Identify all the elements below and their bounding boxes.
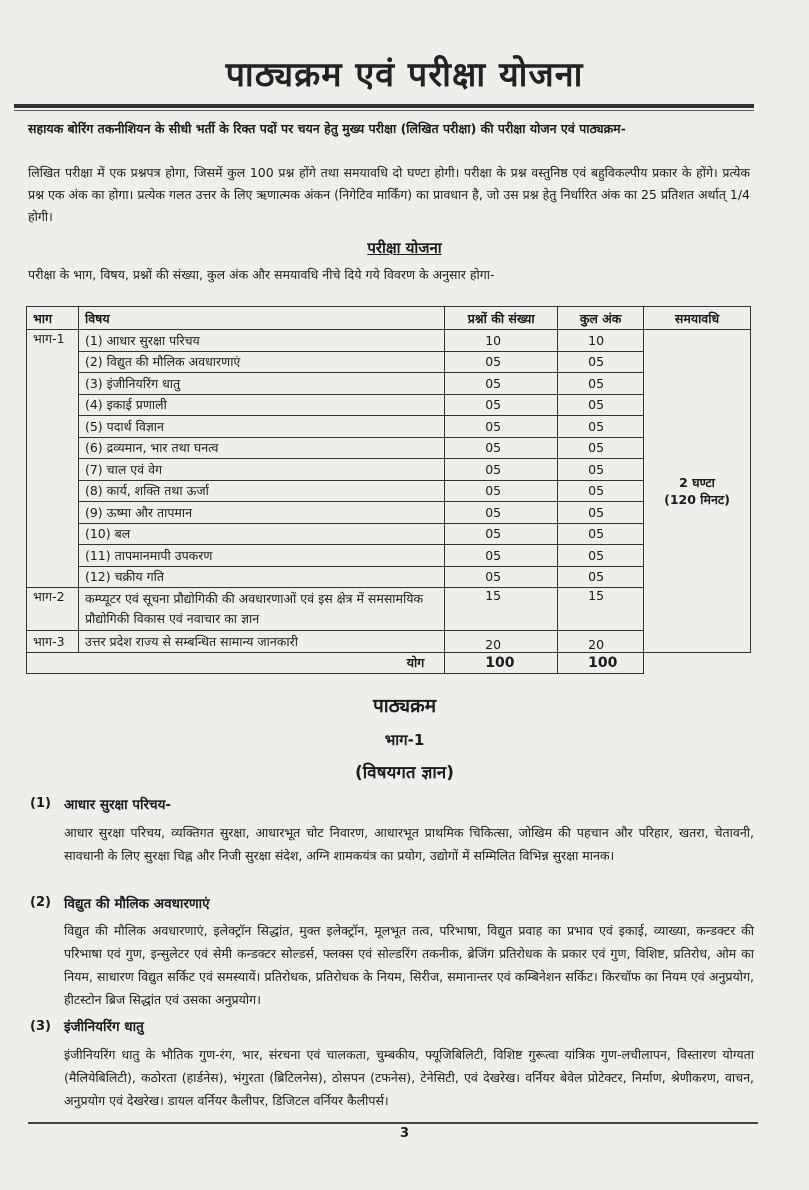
total-label: योग	[27, 652, 445, 674]
marks-cell: 05	[558, 545, 644, 567]
questions-cell: 20	[445, 631, 558, 653]
title-rule-thin	[14, 110, 754, 111]
questions-cell: 05	[445, 523, 558, 545]
subject-cell: (2) विद्युत की मौलिक अवधारणाएं	[78, 351, 444, 373]
table-row	[27, 545, 751, 567]
syllabus-part-subtitle: (विषयगत ज्ञान)	[355, 763, 454, 783]
questions-cell: 05	[445, 566, 558, 588]
syllabus-heading: पाठ्यक्रम	[372, 695, 437, 717]
total-marks: 100	[558, 652, 644, 674]
subject-cell: (10) बल	[78, 523, 444, 545]
scheme-note: परीक्षा के भाग, विषय, प्रश्नों की संख्या, कुल अंक और समयावधि नीचे दिये गये विवरण के अनुसार होगा-	[28, 267, 495, 282]
subject-cell: (6) द्रव्यमान, भार तथा घनत्व	[78, 437, 444, 459]
title-rule	[14, 104, 754, 108]
questions-cell: 05	[445, 394, 558, 416]
subject-cell: कम्प्यूटर एवं सूचना प्रौद्योगिकी की अवधारणाओं एवं इस क्षेत्र में समसामयिक प्रौद्योगिकी विकास एवं नवाचार का ज्ञान	[78, 588, 444, 631]
col-header: कुल अंक	[558, 307, 644, 330]
table-row	[27, 373, 751, 395]
subject-cell: (9) ऊष्मा और तापमान	[78, 502, 444, 524]
questions-cell: 05	[445, 502, 558, 524]
col-header: समयावधि	[644, 307, 751, 330]
part-cell: भाग-3	[27, 631, 79, 653]
total-row	[27, 652, 751, 674]
col-header: भाग	[27, 307, 79, 330]
questions-cell: 05	[445, 480, 558, 502]
table-row	[27, 416, 751, 438]
table-row	[27, 351, 751, 373]
marks-cell: 05	[558, 566, 644, 588]
subject-cell: (5) पदार्थ विज्ञान	[78, 416, 444, 438]
subject-cell: (8) कार्य, शक्ति तथा ऊर्जा	[78, 480, 444, 502]
col-header: प्रश्नों की संख्या	[445, 307, 558, 330]
questions-cell: 05	[445, 459, 558, 481]
marks-cell: 15	[558, 588, 644, 631]
table-row	[27, 502, 751, 524]
subject-cell: (7) चाल एवं वेग	[78, 459, 444, 481]
page-title: पाठ्यक्रम एवं परीक्षा योजना	[225, 55, 584, 95]
duration-hours: 2 घण्टा	[679, 474, 715, 490]
page-number: 3	[399, 1126, 410, 1141]
section-body: इंजीनियरिंग धातु के भौतिक गुण-रंग, भार, संरचना एवं चालकता, चुम्बकीय, फ्यूजिबिलिटी, विशिष्ट गुरूत्वा यांत्रिक गुण-लचीलापन, विस्तारण योग्यता (मैलियेबिलिटी), कठोरता (हार्डनेस), भंगुरता (ब्रिटिलनेस), ठोसपन (टफनेस), टेनेसिटी, एवं देखरेख। वर्नियर बेवेल प्रोटेक्टर, निर्माण, श्रेणीकरण, वाचन, अनुप्रयोग एवं देखरेख। डायल वर्नियर कैलीपर, डिजिटल वर्नियर कैलीपर्स।	[64, 1047, 754, 1108]
table-row	[27, 437, 751, 459]
section-number: (3)	[30, 1019, 51, 1034]
marks-cell: 20	[558, 631, 644, 653]
questions-cell: 05	[445, 416, 558, 438]
col-header: विषय	[78, 307, 444, 330]
table-row	[27, 330, 751, 352]
section-title: आधार सुरक्षा परिचय-	[64, 797, 172, 813]
questions-cell: 15	[445, 588, 558, 631]
intro-heading: सहायक बोरिंग तकनीशियन के सीधी भर्ती के रिक्त पदों पर चयन हेतु मुख्य परीक्षा (लिखित परीक्षा) की परीक्षा योजन एवं पाठ्यक्रम-	[28, 121, 626, 136]
table-row	[27, 459, 751, 481]
subject-cell: (4) इकाई प्रणाली	[78, 394, 444, 416]
questions-cell: 05	[445, 373, 558, 395]
marks-cell: 05	[558, 394, 644, 416]
section-number: (1)	[30, 796, 51, 811]
section-body: विद्युत की मौलिक अवधारणाएं, इलेक्ट्रॉन सिद्धांत, मुक्त इलेक्ट्रॉन, मूलभूत तत्व, परिभाषा, विद्युत प्रवाह का प्रभाव एवं इकाई, व्याख्या, कन्डक्टर की परिभाषा एवं गुण, इन्सुलेटर एवं सेमी कन्डक्टर सोल्डर्स, फ्लक्स एवं सोल्डरिंग तकनीक, ब्रेजिंग प्रतिरोधक के प्रकार एवं गुण, विशिष्ट, प्रतिरोध, ओम का नियम, साधारण विद्युत सर्किट एवं समस्यायें। प्रतिरोधक, प्रतिरोधक के नियम, सिरीज, समानान्तर एवं कम्बिनेशन सर्किट। किरचॉफ का नियम एवं अनुप्रयोग, हीटस्टोन ब्रिज सिद्धांत एवं उसका अनुप्रयोग।	[64, 923, 754, 1007]
marks-cell: 05	[558, 437, 644, 459]
section-title: विद्युत की मौलिक अवधारणाएं	[64, 896, 210, 912]
table-row	[27, 480, 751, 502]
section-title: इंजीनियरिंग धातु	[64, 1019, 144, 1035]
table-row	[27, 631, 751, 653]
questions-cell: 05	[445, 351, 558, 373]
questions-cell: 05	[445, 437, 558, 459]
scheme-heading: परीक्षा योजना	[367, 239, 442, 257]
subject-cell: (3) इंजीनियरिंग धातु	[78, 373, 444, 395]
marks-cell: 10	[558, 330, 644, 352]
duration-minutes: (120 मिनट)	[664, 491, 730, 507]
table-row	[27, 588, 751, 631]
part-cell: भाग-2	[27, 588, 79, 631]
marks-cell: 05	[558, 416, 644, 438]
subject-cell: उत्तर प्रदेश राज्य से सम्बन्धित सामान्य जानकारी	[78, 631, 444, 653]
questions-cell: 05	[445, 545, 558, 567]
marks-cell: 05	[558, 373, 644, 395]
section-number: (2)	[30, 895, 51, 910]
table-row	[27, 566, 751, 588]
subject-cell: (11) तापमानमापी उपकरण	[78, 545, 444, 567]
section-body: आधार सुरक्षा परिचय, व्यक्तिगत सुरक्षा, आधारभूत चोट निवारण, आधारभूत प्राथमिक चिकित्सा, जोखिम की पहचान और परिहार, खतरा, चेतावनी, सावधानी के लिए सुरक्षा चिह्न और निजी सुरक्षा संदेश, अग्नि शामकयंत्र का प्रयोग, उद्योगों में सम्मिलित विभिन्न सुरक्षा मानक।	[64, 825, 754, 863]
questions-cell: 10	[445, 330, 558, 352]
subject-cell: (12) चक्रीय गति	[78, 566, 444, 588]
table-row	[27, 523, 751, 545]
marks-cell: 05	[558, 480, 644, 502]
exam-scheme-table	[26, 306, 751, 674]
footer-rule	[28, 1122, 758, 1124]
table-row	[27, 394, 751, 416]
marks-cell: 05	[558, 502, 644, 524]
marks-cell: 05	[558, 351, 644, 373]
subject-cell: (1) आधार सुरक्षा परिचय	[78, 330, 444, 352]
marks-cell: 05	[558, 459, 644, 481]
marks-cell: 05	[558, 523, 644, 545]
syllabus-part: भाग-1	[384, 731, 425, 749]
intro-body: लिखित परीक्षा में एक प्रश्नपत्र होगा, जिसमें कुल 100 प्रश्न होंगे तथा समयावधि दो घण्टा होगी। परीक्षा के प्रश्न वस्तुनिष्ठ एवं बहुविकल्पीय प्रकार के होंगे। प्रत्येक प्रश्न एक अंक का होगा। प्रत्येक गलत उत्तर के लिए ऋणात्मक अंकन (निगेटिव मार्किंग) का प्रावधान है, जो उस प्रश्न हेतु निर्धारित अंक का 25 प्रतिशत अर्थात् 1/4 होगी।	[28, 165, 750, 224]
duration-cell	[644, 330, 751, 653]
table-header-row	[27, 307, 751, 330]
total-questions: 100	[445, 652, 558, 674]
part-cell: भाग-1	[27, 330, 79, 588]
